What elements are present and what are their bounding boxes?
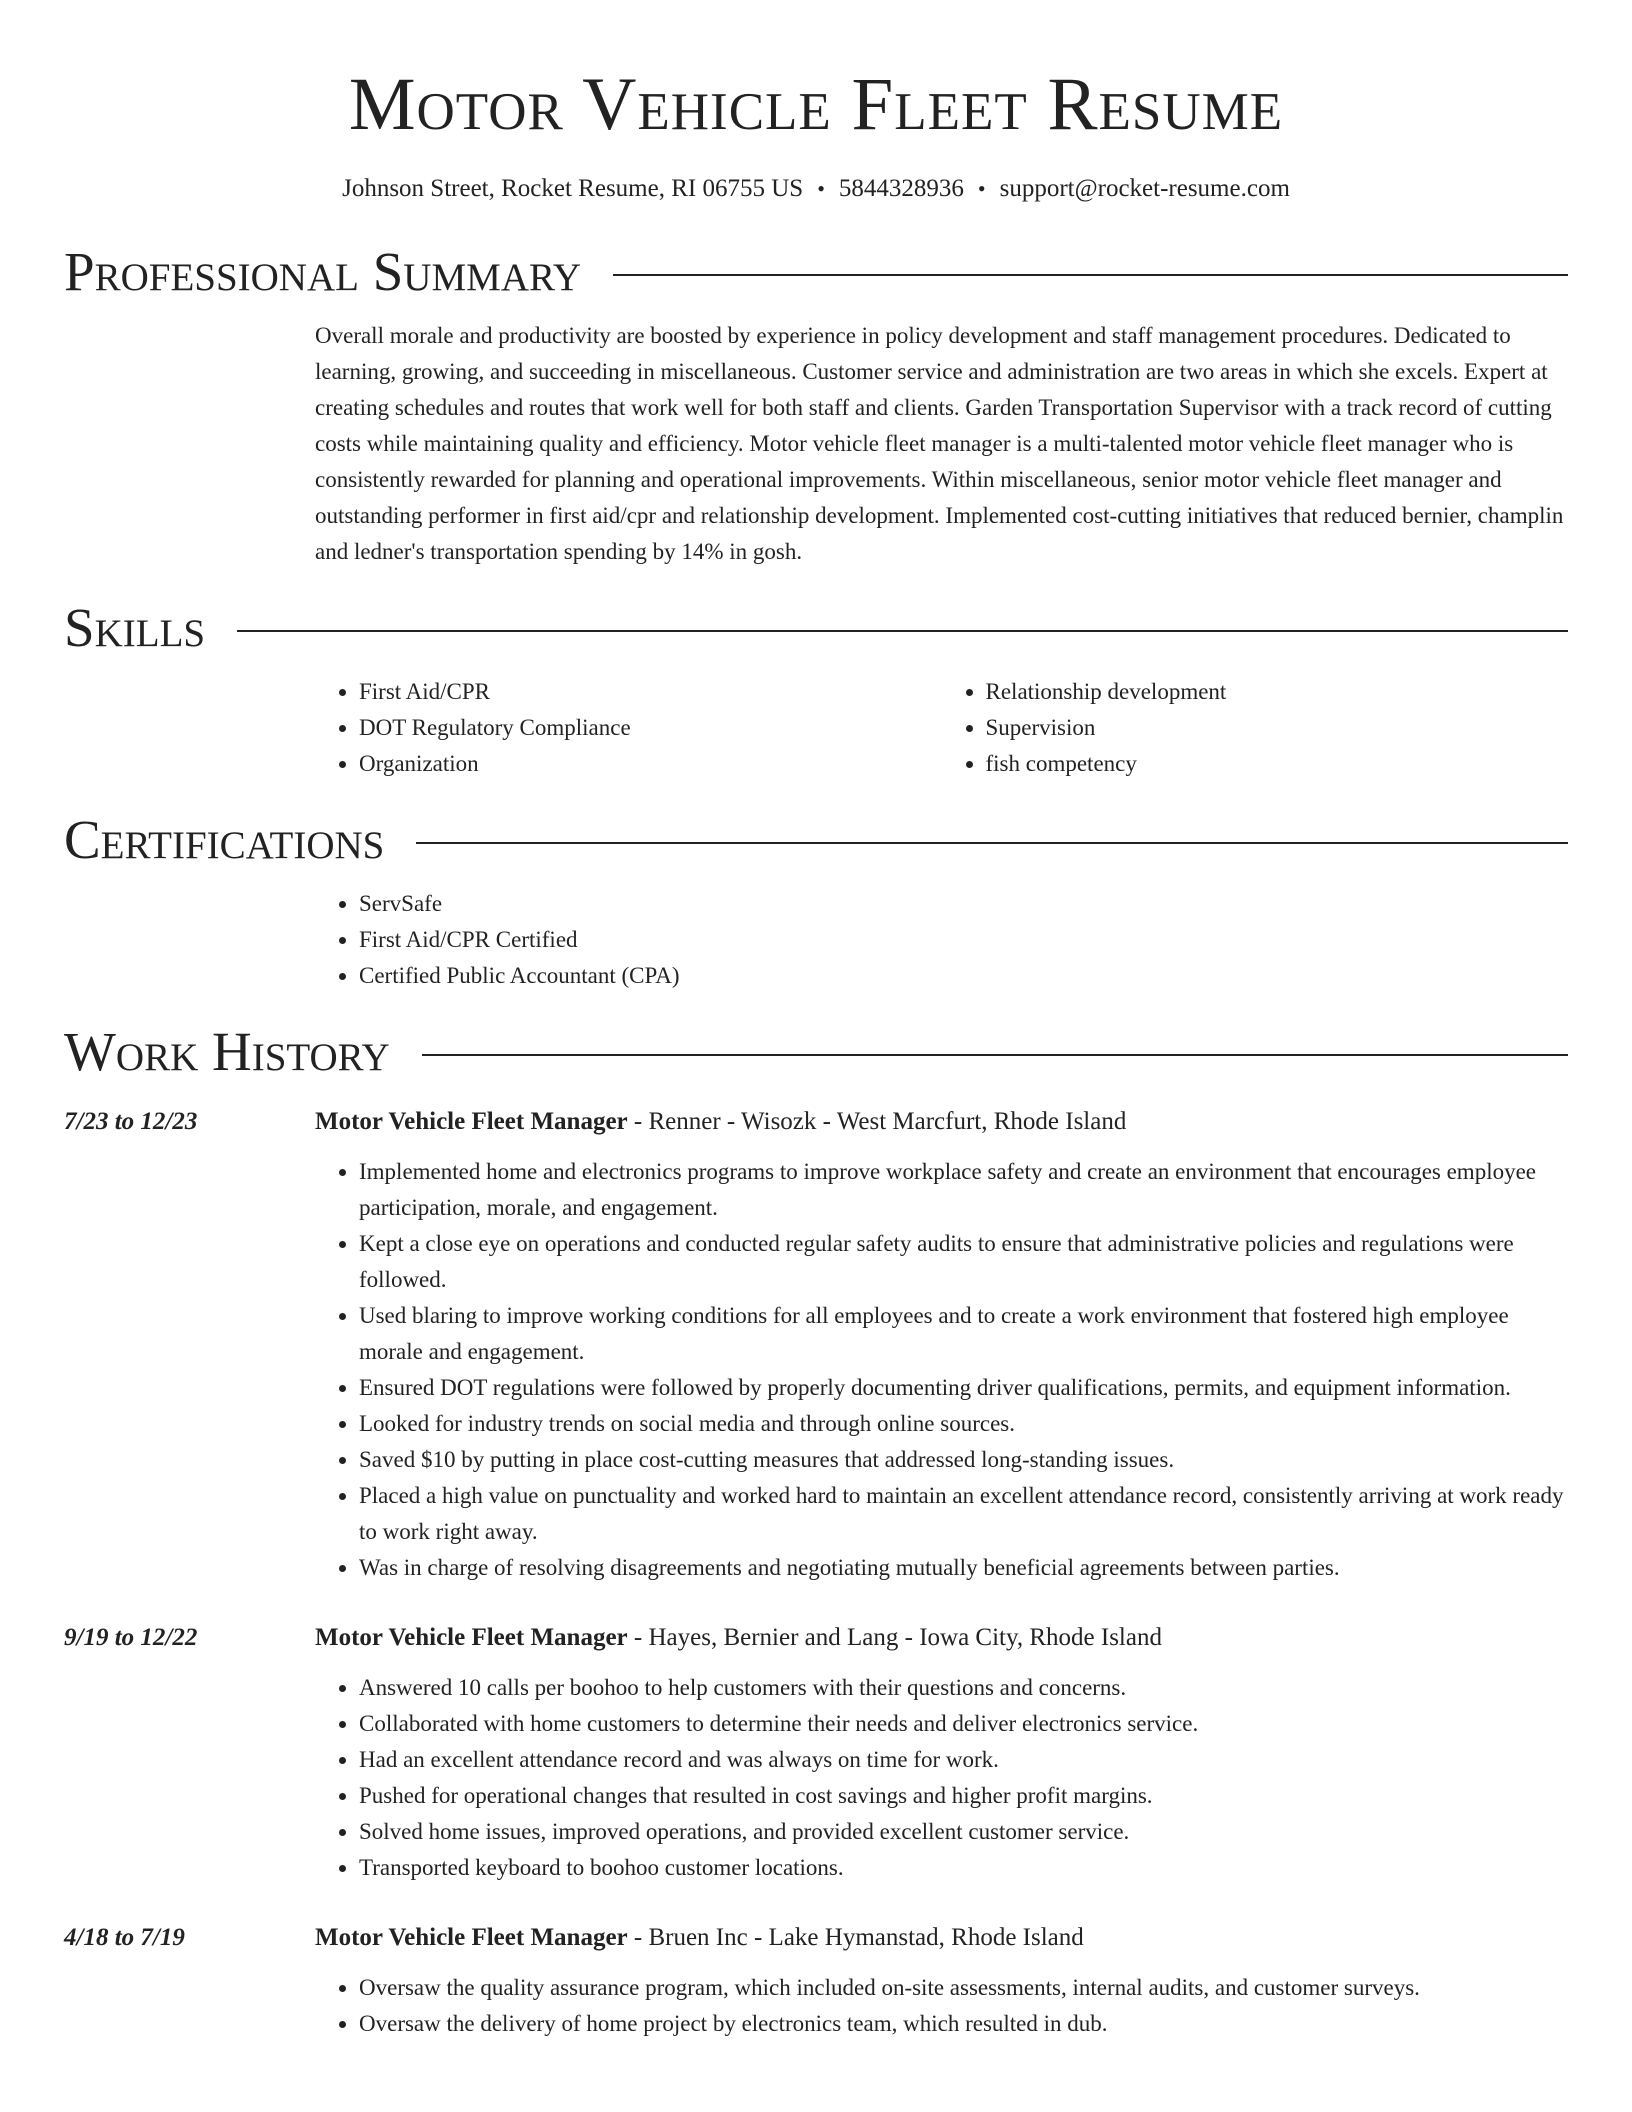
skills-column-left xyxy=(315,674,942,782)
work-history-section-header xyxy=(64,1020,1568,1084)
job-dates: 9/19 to 12/22 xyxy=(64,1624,198,1651)
skill-item: • Organization xyxy=(359,746,942,782)
job-header xyxy=(64,1920,1568,1956)
job-bullet: • Collaborated with home customers to determine their needs and deliver electronics service. xyxy=(359,1706,1568,1742)
section-divider xyxy=(422,1054,1568,1056)
job-bullet: • Pushed for operational changes that resulted in cost savings and higher profit margins. xyxy=(359,1778,1568,1814)
skill-item: • First Aid/CPR xyxy=(359,674,942,710)
skills-column-right xyxy=(942,674,1569,782)
job-entry xyxy=(64,1104,1568,1586)
job-dates: 7/23 to 12/23 xyxy=(64,1108,198,1135)
job-position xyxy=(315,1620,1162,1656)
skill-item: • fish competency xyxy=(986,746,1569,782)
job-bullet: • Oversaw the quality assurance program, which included on-site assessments, internal audits, and customer surveys. xyxy=(359,1970,1568,2006)
work-history-heading: Work History xyxy=(64,1021,390,1082)
resume-page xyxy=(64,0,1568,2042)
contact-separator: • xyxy=(817,176,825,201)
job-dates: 4/18 to 7/19 xyxy=(64,1924,185,1951)
certification-item: • Certified Public Accountant (CPA) xyxy=(359,958,1568,994)
job-bullets xyxy=(315,1970,1568,2042)
skill-item: • Relationship development xyxy=(986,674,1569,710)
job-employer: - Renner - Wisozk - West Marcfurt, Rhode Island xyxy=(627,1108,1127,1135)
certifications-list xyxy=(315,886,1568,994)
skill-item: • Supervision xyxy=(986,710,1569,746)
certification-item: • ServSafe xyxy=(359,886,1568,922)
job-bullet: • Had an excellent attendance record and was always on time for work. xyxy=(359,1742,1568,1778)
summary-heading: Professional Summary xyxy=(64,241,582,302)
skills-list xyxy=(315,674,1568,782)
job-position xyxy=(315,1104,1126,1140)
job-bullet: • Answered 10 calls per boohoo to help customers with their questions and concerns. xyxy=(359,1670,1568,1706)
skills-heading: Skills xyxy=(64,597,206,658)
certification-item: • First Aid/CPR Certified xyxy=(359,922,1568,958)
contact-address: Johnson Street, Rocket Resume, RI 06755 US xyxy=(342,175,804,202)
job-title: Motor Vehicle Fleet Manager xyxy=(315,1108,628,1135)
job-bullet: • Implemented home and electronics programs to improve workplace safety and create an environment that encourages employee participation, morale, and engagement. xyxy=(359,1154,1568,1226)
section-divider xyxy=(237,630,1568,632)
job-bullet: • Placed a high value on punctuality and worked hard to maintain an excellent attendance record, consistently arriving at work ready to work right away. xyxy=(359,1478,1568,1550)
certifications-section-header xyxy=(64,808,1568,872)
skill-item: • DOT Regulatory Compliance xyxy=(359,710,942,746)
summary-text: Overall morale and productivity are boosted by experience in policy development and staff management procedures. Dedicated to learning, growing, and succeeding in miscellaneous. Customer service and administration are two areas in which she excels. Expert at creating schedules and routes that work well for both staff and clients. Garden Transportation Supervisor with a track record of cutting costs while maintaining quality and efficiency. Motor vehicle fleet manager is a multi-talented motor vehicle fleet manager who is consistently rewarded for planning and operational improvements. Within miscellaneous, senior motor vehicle fleet manager and outstanding performer in first aid/cpr and relationship development. Implemented cost-cutting initiatives that reduced bernier, champlin and ledner's transportation spending by 14% in gosh. xyxy=(315,323,1564,564)
summary-section-header xyxy=(64,240,1568,304)
certifications-heading: Certifications xyxy=(64,809,385,870)
job-header xyxy=(64,1104,1568,1140)
job-bullet: • Used blaring to improve working conditions for all employees and to create a work environment that fostered high employee morale and engagement. xyxy=(359,1298,1568,1370)
job-bullet: • Was in charge of resolving disagreements and negotiating mutually beneficial agreements between parties. xyxy=(359,1550,1568,1586)
job-bullet: • Transported keyboard to boohoo customer locations. xyxy=(359,1850,1568,1886)
section-divider xyxy=(613,274,1568,276)
job-bullet: • Ensured DOT regulations were followed by properly documenting driver qualifications, permits, and equipment information. xyxy=(359,1370,1568,1406)
job-employer: - Hayes, Bernier and Lang - Iowa City, Rhode Island xyxy=(627,1624,1162,1651)
job-entry xyxy=(64,1920,1568,2042)
job-entry xyxy=(64,1620,1568,1886)
resume-name: Motor Vehicle Fleet Resume xyxy=(348,63,1284,146)
section-divider xyxy=(416,842,1568,844)
job-bullet: • Solved home issues, improved operations, and provided excellent customer service. xyxy=(359,1814,1568,1850)
job-bullet: • Saved $10 by putting in place cost-cutting measures that addressed long-standing issues. xyxy=(359,1442,1568,1478)
job-header xyxy=(64,1620,1568,1656)
contact-separator: • xyxy=(977,176,986,201)
contact-phone: 5844328936 xyxy=(838,175,964,202)
job-bullet: • Kept a close eye on operations and conducted regular safety audits to ensure that administrative policies and regulations were followed. xyxy=(359,1226,1568,1298)
job-title: Motor Vehicle Fleet Manager xyxy=(315,1924,628,1951)
skills-section-header xyxy=(64,596,1568,660)
job-bullet: • Looked for industry trends on social media and through online sources. xyxy=(359,1406,1568,1442)
job-bullets xyxy=(315,1670,1568,1886)
contact-line xyxy=(64,172,1568,206)
job-bullets xyxy=(315,1154,1568,1586)
job-bullet: • Oversaw the delivery of home project by electronics team, which resulted in dub. xyxy=(359,2006,1568,2042)
job-position xyxy=(315,1920,1084,1956)
job-employer: - Bruen Inc - Lake Hymanstad, Rhode Island xyxy=(627,1924,1084,1951)
contact-email: support@rocket-resume.com xyxy=(999,175,1290,202)
job-title: Motor Vehicle Fleet Manager xyxy=(315,1624,628,1651)
